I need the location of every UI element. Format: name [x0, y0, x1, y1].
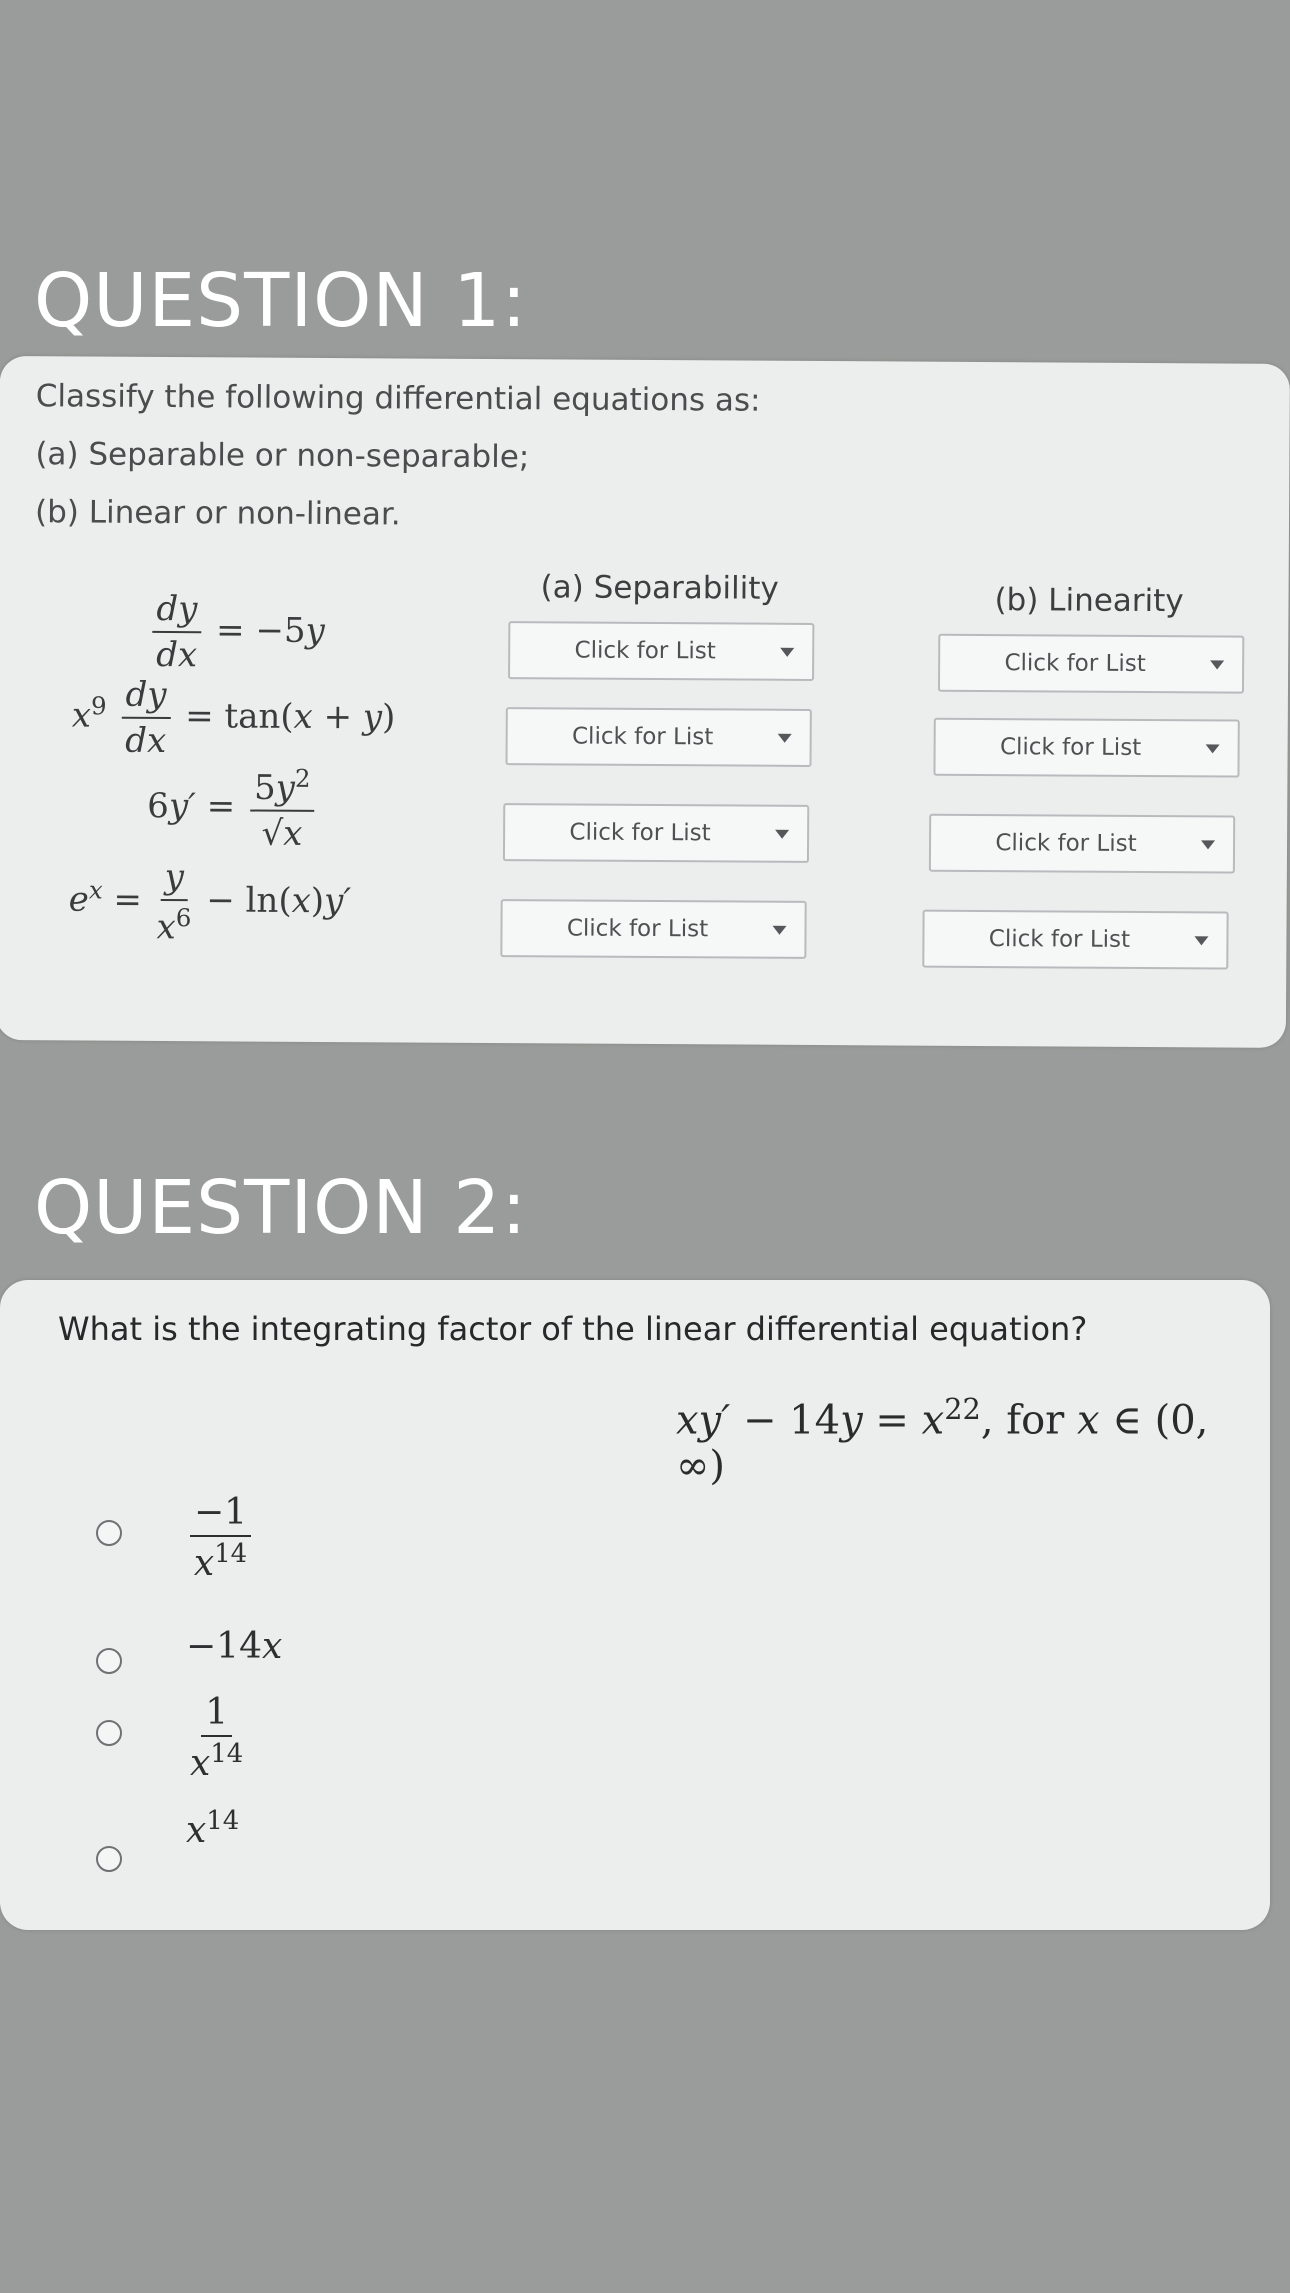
- answer-option-1[interactable]: [96, 1492, 248, 1584]
- chevron-down-icon: [1206, 744, 1220, 753]
- linearity-dropdown-3[interactable]: [929, 814, 1235, 874]
- linearity-dropdown-1[interactable]: [938, 634, 1244, 694]
- dropdown-label: Click for List: [999, 734, 1142, 761]
- separability-column-header: (a) Separability: [540, 569, 779, 607]
- dropdown-label: Click for List: [1004, 650, 1146, 678]
- dropdown-label: Click for List: [988, 926, 1131, 953]
- dropdown-label: Click for List: [995, 830, 1137, 857]
- separability-dropdown-2[interactable]: [506, 707, 812, 767]
- question-2-prompt: What is the integrating factor of the linear differential equation?: [58, 1310, 1088, 1348]
- answer-option-2[interactable]: [96, 1626, 283, 1674]
- option-2-value: −14x: [186, 1626, 283, 1667]
- question-2-equation: $xy' - 14y = x^{22}$, for x ∈ (0, ∞): [676, 1392, 1209, 1490]
- chevron-down-icon: [778, 733, 792, 742]
- answer-option-4[interactable]: [96, 1806, 240, 1872]
- linearity-dropdown-2[interactable]: [933, 718, 1239, 778]
- separability-dropdown-3[interactable]: [503, 803, 809, 863]
- instruction-line: (b) Linear or non-linear.: [34, 494, 401, 533]
- radio-button[interactable]: [96, 1520, 122, 1546]
- equation-3: 6y′ = $\frac{5y^2}{√x}$: [147, 763, 319, 854]
- option-3-value: $\frac{1}{x^{14}}$: [190, 1692, 244, 1784]
- chevron-down-icon: [1210, 660, 1224, 669]
- option-1-value: $\frac{-1}{x^{14}}$: [186, 1492, 255, 1584]
- chevron-down-icon: [1201, 840, 1215, 849]
- chevron-down-icon: [780, 647, 794, 656]
- dropdown-label: Click for List: [566, 915, 709, 943]
- dropdown-label: Click for List: [569, 819, 711, 847]
- chevron-down-icon: [775, 829, 789, 838]
- linearity-column-header: (b) Linearity: [994, 582, 1184, 620]
- equation-1: $\frac{dy}{dx}$ = −5y: [148, 589, 325, 676]
- equation-4: $e^x$ = $\frac{y}{x^6}$ − ln(x)y′: [68, 857, 352, 948]
- answer-option-3[interactable]: [96, 1692, 244, 1784]
- linearity-dropdown-4[interactable]: [922, 910, 1228, 970]
- question-2-heading: QUESTION 2:: [34, 1165, 528, 1251]
- chevron-down-icon: [1194, 936, 1208, 945]
- radio-button[interactable]: [96, 1846, 122, 1872]
- separability-dropdown-1[interactable]: [508, 621, 814, 681]
- separability-dropdown-4[interactable]: [500, 899, 806, 959]
- dropdown-label: Click for List: [574, 637, 716, 665]
- question-1-heading: QUESTION 1:: [34, 258, 528, 344]
- chevron-down-icon: [772, 925, 786, 934]
- question-1-card: [0, 356, 1290, 1048]
- radio-button[interactable]: [96, 1720, 122, 1746]
- instruction-line: Classify the following differential equations as:: [35, 378, 761, 419]
- equation-2: $x^9$ $\frac{dy}{dx}$ = tan(x + y): [71, 674, 396, 762]
- instruction-line: (a) Separable or non-separable;: [35, 436, 530, 476]
- dropdown-label: Click for List: [571, 723, 714, 751]
- option-4-value: $x^{14}$: [186, 1806, 240, 1851]
- radio-button[interactable]: [96, 1648, 122, 1674]
- question-2-card: [0, 1280, 1270, 1930]
